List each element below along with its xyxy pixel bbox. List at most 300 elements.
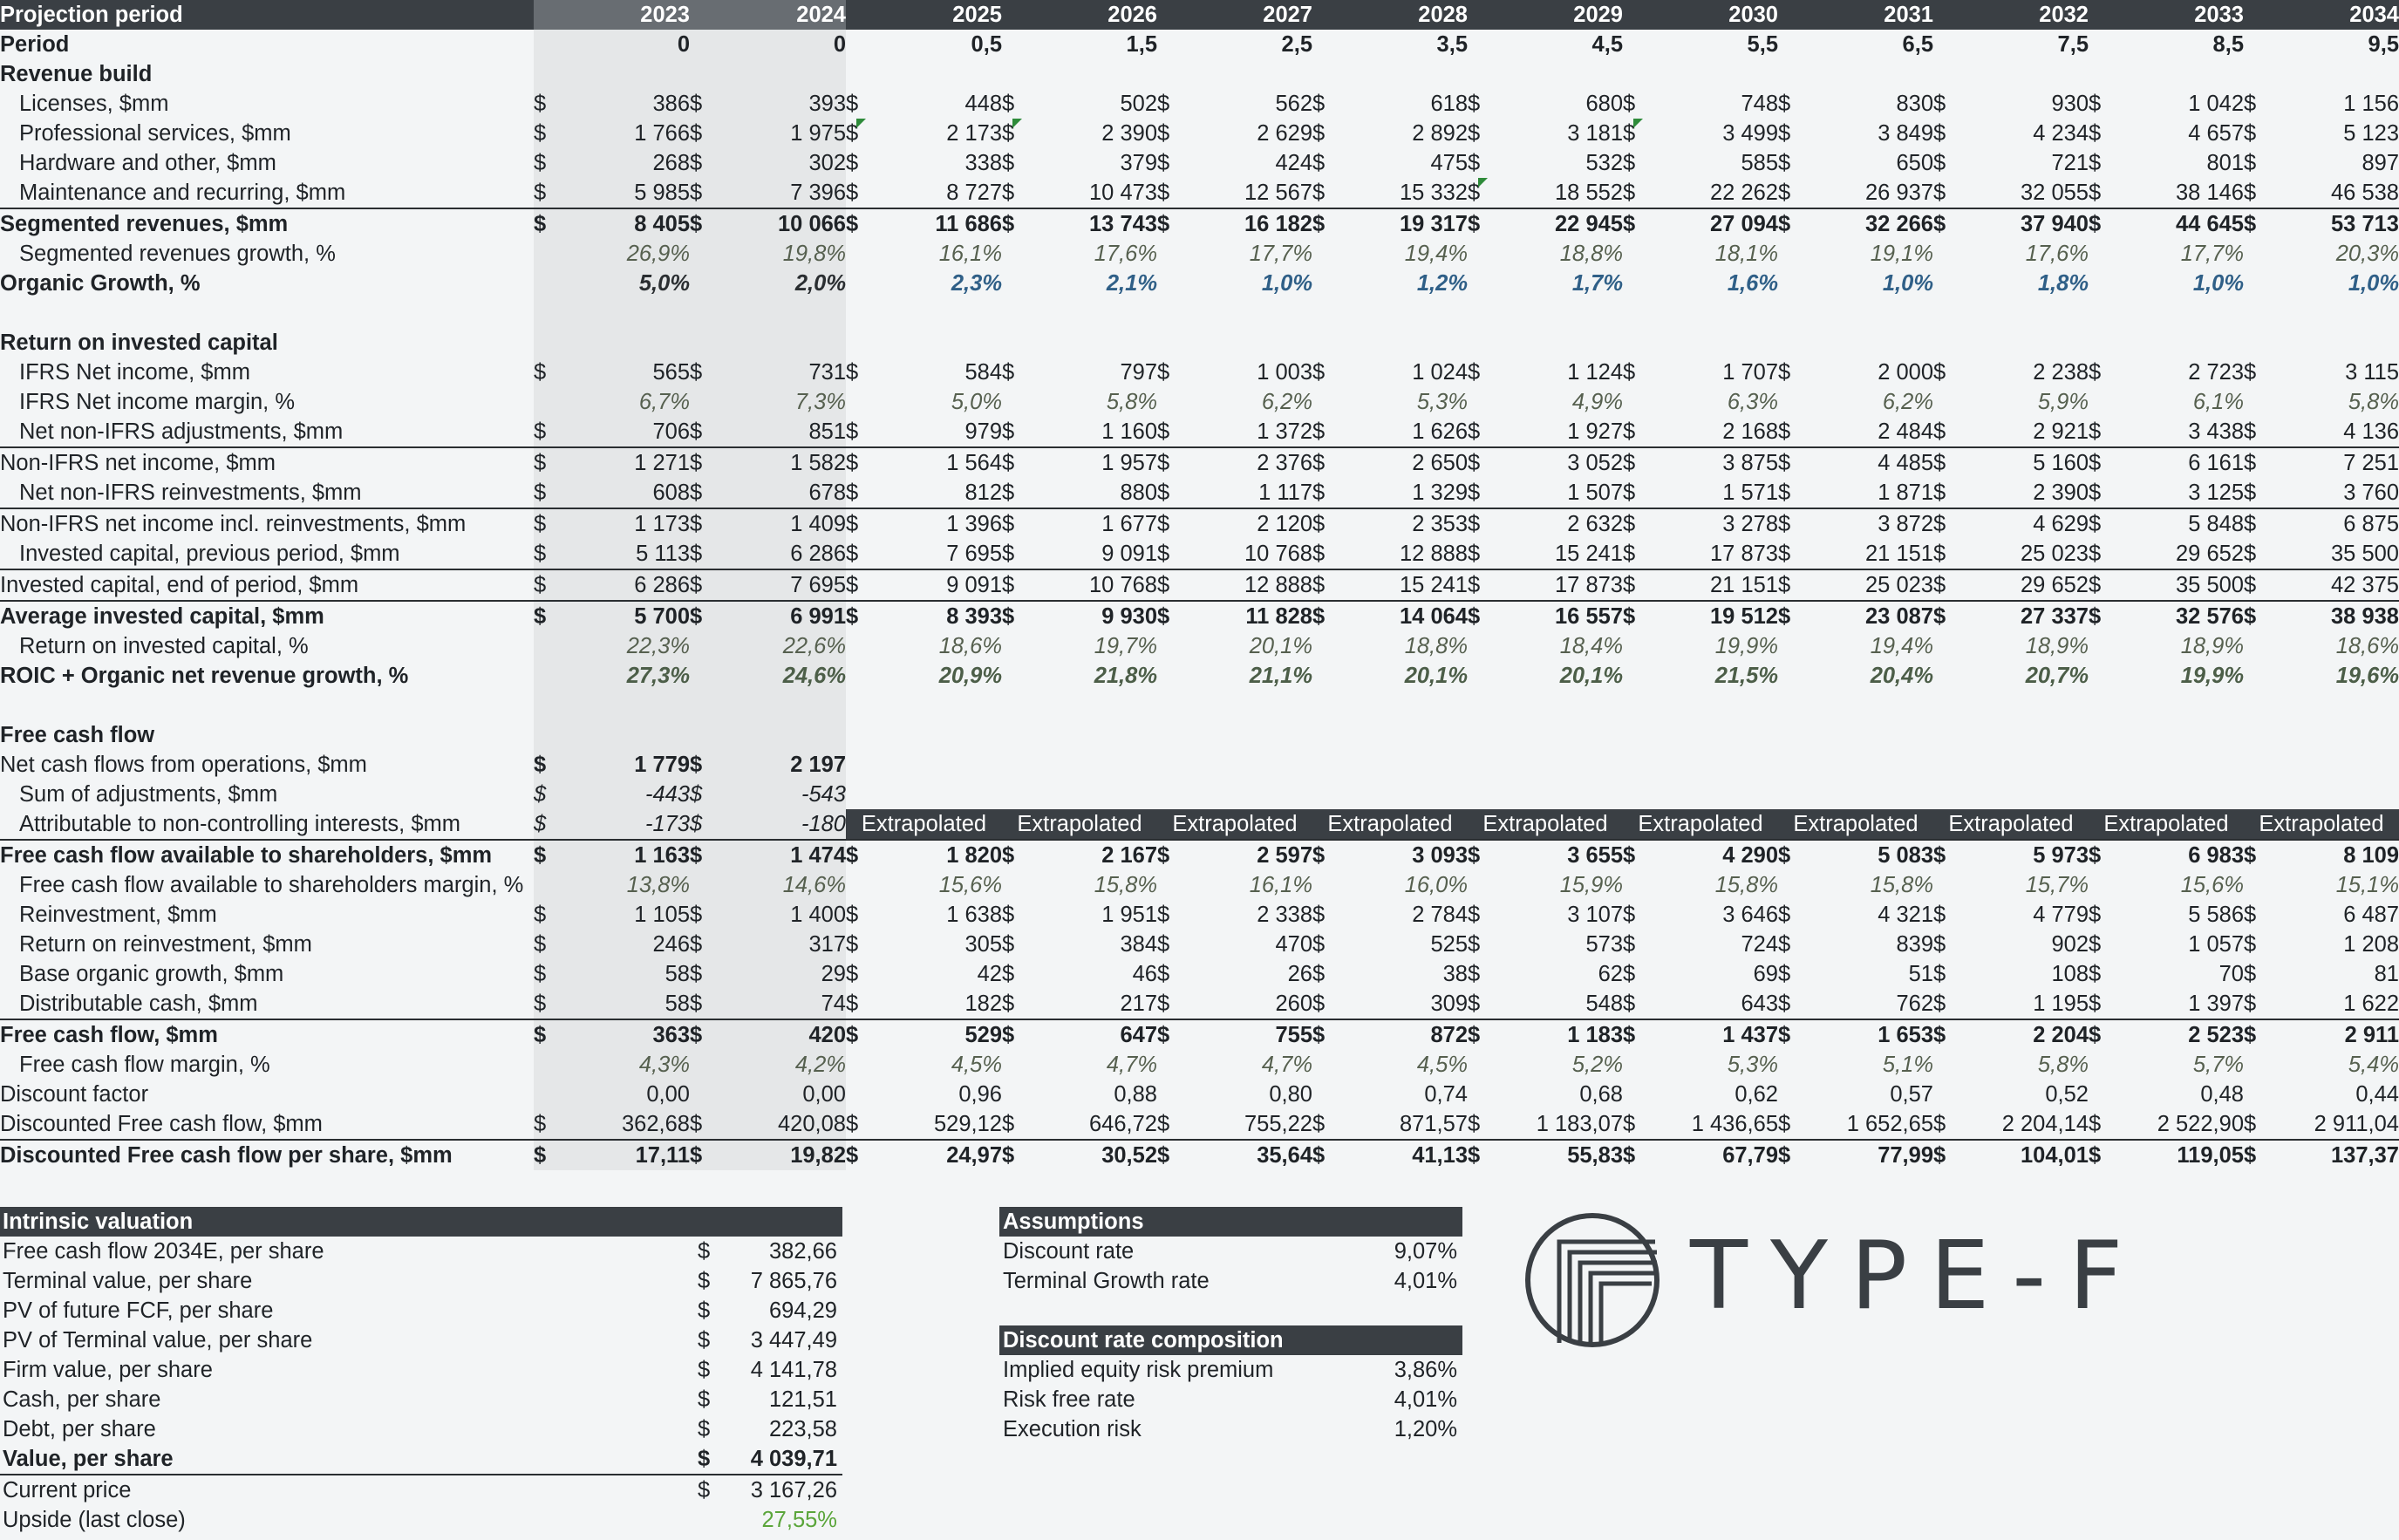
currency-symbol-cell[interactable] bbox=[2089, 631, 2109, 661]
row-label-maintenance[interactable]: Maintenance and recurring, $mm bbox=[19, 180, 346, 205]
value-cell-organic-growth[interactable]: 1,0% bbox=[2192, 270, 2244, 296]
currency-symbol-cell[interactable]: $ bbox=[690, 989, 710, 1019]
value-cell-prof-services[interactable]: 2 173 bbox=[946, 120, 1002, 146]
spacer-cell[interactable] bbox=[534, 30, 554, 59]
currency-symbol-cell[interactable]: $ bbox=[1157, 419, 1170, 444]
currency-symbol-cell[interactable]: $ bbox=[698, 1475, 719, 1505]
value-cell-discount-factor[interactable]: 0,74 bbox=[1424, 1081, 1468, 1107]
value-cell-seg-revenues[interactable]: 32 266 bbox=[1798, 208, 1933, 239]
currency-symbol-cell[interactable] bbox=[1002, 750, 1022, 780]
currency-symbol-cell[interactable]: $ bbox=[2244, 541, 2257, 566]
currency-symbol-cell[interactable]: $ bbox=[2244, 419, 2257, 444]
currency-symbol-cell[interactable]: $ bbox=[2244, 931, 2257, 957]
currency-symbol-cell[interactable]: $ bbox=[690, 1019, 710, 1050]
value-cell-base-growth[interactable]: 58 bbox=[554, 959, 690, 989]
value-cell-base-growth[interactable]: 108 bbox=[2051, 961, 2089, 986]
value-cell-sum-adj[interactable] bbox=[1953, 780, 2089, 809]
currency-symbol-cell[interactable]: $ bbox=[1933, 447, 1953, 478]
currency-symbol-cell[interactable]: $ bbox=[690, 178, 710, 208]
currency-symbol-cell[interactable] bbox=[1623, 631, 1643, 661]
value-cell-avg-ic[interactable]: 23 087 bbox=[1798, 601, 1933, 631]
value-cell-non-ifrs-adj[interactable]: 2 921 bbox=[2033, 419, 2089, 444]
value-cell-seg-growth[interactable]: 19,1% bbox=[1870, 241, 1933, 266]
value-cell-ret-reinv[interactable]: 573 bbox=[1585, 931, 1623, 957]
intrinsic-label[interactable]: Value, per share bbox=[3, 1446, 174, 1471]
currency-symbol-cell[interactable]: $ bbox=[1312, 1140, 1332, 1170]
value-cell-fcf-sh-margin[interactable]: 16,0% bbox=[1404, 872, 1468, 897]
currency-symbol-cell[interactable]: $ bbox=[1468, 178, 1488, 208]
value-cell-fcf-sh-margin[interactable]: 15,1% bbox=[2335, 872, 2399, 897]
value-cell-reinvestment[interactable]: 4 321 bbox=[1878, 902, 1933, 927]
currency-symbol-cell[interactable]: $ bbox=[1157, 91, 1170, 116]
currency-symbol-cell[interactable]: $ bbox=[1623, 359, 1636, 385]
value-cell-ncf-ops[interactable] bbox=[1798, 750, 1933, 780]
value-cell-ic-prev[interactable]: 12 888 bbox=[1400, 541, 1468, 566]
spacer-cell[interactable] bbox=[1177, 328, 1312, 358]
value-cell-seg-revenues[interactable]: 11 686 bbox=[866, 208, 1002, 239]
value-cell-discount-factor[interactable]: 0,00 bbox=[710, 1080, 846, 1109]
currency-symbol-cell[interactable]: $ bbox=[1623, 419, 1636, 444]
currency-symbol-cell[interactable]: $ bbox=[2089, 208, 2109, 239]
currency-symbol-cell[interactable]: $ bbox=[1002, 359, 1015, 385]
currency-symbol-cell[interactable]: $ bbox=[2244, 91, 2257, 116]
extrapolated-cell[interactable]: Extrapolated bbox=[1623, 809, 1778, 840]
spacer-cell[interactable] bbox=[710, 720, 846, 750]
currency-symbol-cell[interactable]: $ bbox=[2089, 840, 2109, 870]
currency-symbol-cell[interactable]: $ bbox=[1623, 1019, 1643, 1050]
currency-symbol-cell[interactable]: $ bbox=[2244, 601, 2264, 631]
currency-symbol-cell[interactable]: $ bbox=[2244, 840, 2264, 870]
value-cell-ifrs-ni[interactable]: 2 723 bbox=[2188, 359, 2244, 385]
value-cell-seg-revenues[interactable]: 19 317 bbox=[1332, 208, 1468, 239]
currency-symbol-cell[interactable]: $ bbox=[1002, 601, 1022, 631]
period-value-cell[interactable]: 5,5 bbox=[1747, 31, 1778, 57]
currency-symbol-cell[interactable] bbox=[1623, 269, 1643, 298]
value-cell-reinvestment[interactable]: 1 951 bbox=[1101, 902, 1157, 927]
value-cell-non-ifrs-ni[interactable]: 5 160 bbox=[1953, 447, 2089, 478]
value-cell-disc-fcf[interactable]: 2 911,04 bbox=[2314, 1111, 2399, 1136]
value-cell-distributable[interactable]: 1 397 bbox=[2188, 991, 2244, 1016]
currency-symbol-cell[interactable]: $ bbox=[1157, 991, 1170, 1016]
value-cell-distributable[interactable]: 1 195 bbox=[2033, 991, 2089, 1016]
value-cell-sum-adj[interactable] bbox=[866, 780, 1002, 809]
currency-symbol-cell[interactable]: $ bbox=[1157, 208, 1177, 239]
spacer-cell[interactable] bbox=[2244, 328, 2264, 358]
spacer-cell[interactable] bbox=[1623, 720, 1643, 750]
value-cell-hardware[interactable]: 801 bbox=[2206, 150, 2244, 175]
currency-symbol-cell[interactable]: $ bbox=[534, 601, 554, 631]
currency-symbol-cell[interactable]: $ bbox=[698, 1416, 711, 1441]
currency-symbol-cell[interactable]: $ bbox=[690, 601, 710, 631]
currency-symbol-cell[interactable]: $ bbox=[534, 1109, 554, 1140]
currency-symbol-cell[interactable]: $ bbox=[1002, 1140, 1022, 1170]
value-cell-non-ifrs-reinv[interactable]: 3 760 bbox=[2343, 480, 2399, 505]
currency-symbol-cell[interactable]: $ bbox=[1623, 840, 1643, 870]
value-cell-roic-plus[interactable]: 20,1% bbox=[1404, 663, 1468, 688]
value-cell-ic-end[interactable]: 9 091 bbox=[866, 569, 1002, 601]
currency-symbol-cell[interactable]: $ bbox=[1312, 1019, 1332, 1050]
section-heading-roic[interactable]: Return on invested capital bbox=[0, 330, 278, 355]
spacer-cell[interactable] bbox=[1798, 691, 1933, 720]
header-year-2033[interactable]: 2033 bbox=[2109, 0, 2244, 30]
spacer-cell[interactable] bbox=[1157, 30, 1177, 59]
intrinsic-value[interactable]: 694,29 bbox=[769, 1298, 837, 1323]
currency-symbol-cell[interactable] bbox=[534, 269, 554, 298]
currency-symbol-cell[interactable] bbox=[2089, 387, 2109, 417]
value-cell-ncf-ops[interactable] bbox=[2264, 750, 2399, 780]
spacer-cell[interactable] bbox=[1953, 328, 2089, 358]
currency-symbol-cell[interactable]: $ bbox=[1468, 1019, 1488, 1050]
value-cell-fcf[interactable]: 755 bbox=[1177, 1019, 1312, 1050]
value-cell-nci[interactable]: -180 bbox=[710, 809, 846, 840]
value-cell-discount-factor[interactable]: 0,48 bbox=[2200, 1081, 2244, 1107]
spacer-cell[interactable] bbox=[1002, 691, 1022, 720]
currency-symbol-cell[interactable]: $ bbox=[534, 1140, 554, 1170]
row-label-hardware[interactable]: Hardware and other, $mm bbox=[19, 150, 276, 175]
value-cell-fcf-margin[interactable]: 4,7% bbox=[1261, 1052, 1312, 1077]
currency-symbol-cell[interactable]: $ bbox=[1157, 447, 1177, 478]
spacer-cell[interactable] bbox=[1643, 691, 1778, 720]
spacer-cell[interactable] bbox=[534, 691, 554, 720]
currency-symbol-cell[interactable]: $ bbox=[1312, 208, 1332, 239]
currency-symbol-cell[interactable]: $ bbox=[1778, 480, 1791, 505]
currency-symbol-cell[interactable]: $ bbox=[1933, 902, 1946, 927]
spacer-cell[interactable] bbox=[2264, 328, 2399, 358]
value-cell-avg-ic[interactable]: 27 337 bbox=[1953, 601, 2089, 631]
value-cell-non-ifrs-adj[interactable]: 3 438 bbox=[2188, 419, 2244, 444]
spacer-cell[interactable] bbox=[1778, 298, 1798, 328]
value-cell-ifrs-margin[interactable]: 5,0% bbox=[951, 389, 1002, 414]
currency-symbol-cell[interactable] bbox=[1002, 239, 1022, 269]
row-label-nci[interactable]: Attributable to non-controlling interests, $mm bbox=[19, 811, 460, 836]
currency-symbol-cell[interactable]: $ bbox=[1157, 1140, 1177, 1170]
currency-symbol-cell[interactable]: $ bbox=[1002, 508, 1022, 539]
currency-symbol-cell[interactable]: $ bbox=[1157, 569, 1177, 601]
spacer-cell[interactable] bbox=[1468, 720, 1488, 750]
value-cell-roic[interactable]: 18,8% bbox=[1404, 633, 1468, 658]
currency-symbol-cell[interactable]: $ bbox=[1778, 508, 1798, 539]
value-cell-non-ifrs-incl[interactable]: 2 120 bbox=[1177, 508, 1312, 539]
value-cell-fcf[interactable]: 363 bbox=[554, 1019, 690, 1050]
spacer-cell[interactable] bbox=[1157, 691, 1177, 720]
row-label-ic-prev[interactable]: Invested capital, previous period, $mm bbox=[19, 541, 400, 566]
spacer-cell[interactable] bbox=[1933, 59, 1953, 89]
value-cell-roic[interactable]: 22,3% bbox=[554, 631, 690, 661]
value-cell-ifrs-margin[interactable]: 6,3% bbox=[1727, 389, 1778, 414]
period-value-cell[interactable]: 6,5 bbox=[1902, 31, 1933, 57]
currency-symbol-cell[interactable]: $ bbox=[1623, 180, 1636, 205]
value-cell-ncf-ops[interactable] bbox=[2109, 750, 2244, 780]
spacer-cell[interactable] bbox=[1157, 59, 1177, 89]
currency-symbol-cell[interactable]: $ bbox=[1312, 1111, 1326, 1136]
value-cell-prof-services[interactable]: 1 766 bbox=[554, 119, 690, 148]
value-cell-non-ifrs-ni[interactable]: 1 271 bbox=[554, 447, 690, 478]
spacer-cell[interactable] bbox=[1177, 298, 1312, 328]
currency-symbol-cell[interactable] bbox=[2244, 661, 2264, 691]
spacer-cell[interactable] bbox=[554, 328, 690, 358]
currency-symbol-cell[interactable] bbox=[1623, 870, 1643, 900]
currency-symbol-cell[interactable]: $ bbox=[846, 480, 859, 505]
value-cell-disc-fcf-ps[interactable]: 30,52 bbox=[1022, 1140, 1157, 1170]
spacer-cell[interactable] bbox=[1002, 30, 1022, 59]
value-cell-hardware[interactable]: 650 bbox=[1896, 150, 1933, 175]
currency-symbol-cell[interactable] bbox=[1778, 750, 1798, 780]
spacer-cell[interactable] bbox=[2264, 691, 2399, 720]
currency-symbol-cell[interactable]: $ bbox=[2089, 419, 2102, 444]
value-cell-ic-end[interactable]: 21 151 bbox=[1643, 569, 1778, 601]
spacer-cell[interactable] bbox=[1933, 691, 1953, 720]
value-cell-discount-factor[interactable]: 0,57 bbox=[1890, 1081, 1933, 1107]
intrinsic-label[interactable]: PV of future FCF, per share bbox=[3, 1298, 274, 1323]
spacer-cell[interactable] bbox=[1177, 720, 1312, 750]
header-spacer-cell[interactable] bbox=[1778, 0, 1798, 30]
currency-symbol-cell[interactable]: $ bbox=[1312, 359, 1326, 385]
spacer-cell[interactable] bbox=[1022, 720, 1157, 750]
currency-symbol-cell[interactable]: $ bbox=[690, 1140, 710, 1170]
extrapolated-cell[interactable]: Extrapolated bbox=[1933, 809, 2089, 840]
spacer-cell[interactable] bbox=[1953, 59, 2089, 89]
currency-symbol-cell[interactable] bbox=[1778, 661, 1798, 691]
value-cell-fcf-sh[interactable]: 1 474 bbox=[710, 840, 846, 870]
header-year-2026[interactable]: 2026 bbox=[1022, 0, 1157, 30]
currency-symbol-cell[interactable]: $ bbox=[698, 1327, 711, 1353]
spacer-cell[interactable] bbox=[846, 328, 866, 358]
currency-symbol-cell[interactable]: $ bbox=[846, 601, 866, 631]
currency-symbol-cell[interactable]: $ bbox=[1468, 359, 1481, 385]
currency-symbol-cell[interactable]: $ bbox=[1933, 150, 1946, 175]
currency-symbol-cell[interactable]: $ bbox=[1468, 447, 1488, 478]
currency-symbol-cell[interactable] bbox=[2244, 631, 2264, 661]
spacer-cell[interactable] bbox=[1468, 328, 1488, 358]
value-cell-ifrs-ni[interactable]: 2 238 bbox=[2033, 359, 2089, 385]
value-cell-non-ifrs-reinv[interactable]: 1 117 bbox=[1258, 480, 1312, 505]
currency-symbol-cell[interactable] bbox=[1157, 269, 1177, 298]
spacer-cell[interactable] bbox=[690, 691, 710, 720]
currency-symbol-cell[interactable] bbox=[1778, 239, 1798, 269]
spacer-cell[interactable] bbox=[2109, 59, 2244, 89]
currency-symbol-cell[interactable] bbox=[1312, 1050, 1332, 1080]
spacer-cell[interactable] bbox=[1623, 691, 1643, 720]
value-cell-non-ifrs-reinv[interactable]: 608 bbox=[554, 478, 690, 508]
value-cell-distributable[interactable]: 643 bbox=[1741, 991, 1778, 1016]
spacer-cell[interactable] bbox=[1488, 328, 1623, 358]
spacer-cell[interactable] bbox=[2244, 298, 2264, 328]
spacer-cell[interactable] bbox=[1953, 720, 2089, 750]
value-cell-organic-growth[interactable]: 2,3% bbox=[951, 270, 1002, 296]
currency-symbol-cell[interactable]: $ bbox=[2089, 991, 2102, 1016]
value-cell-ncf-ops[interactable] bbox=[1488, 750, 1623, 780]
currency-symbol-cell[interactable] bbox=[846, 750, 866, 780]
value-cell-non-ifrs-adj[interactable]: 1 927 bbox=[1567, 419, 1623, 444]
value-cell-seg-growth[interactable]: 17,7% bbox=[1249, 241, 1312, 266]
value-cell-organic-growth[interactable]: 5,0% bbox=[554, 269, 690, 298]
value-cell-fcf-sh-margin[interactable]: 15,7% bbox=[2025, 872, 2089, 897]
spacer-cell[interactable] bbox=[690, 30, 710, 59]
value-cell-base-growth[interactable]: 29 bbox=[710, 959, 846, 989]
value-cell-licenses[interactable]: 448 bbox=[964, 91, 1002, 116]
currency-symbol-cell[interactable]: $ bbox=[534, 508, 554, 539]
currency-symbol-cell[interactable] bbox=[1002, 1080, 1022, 1109]
intrinsic-label[interactable]: Cash, per share bbox=[3, 1387, 161, 1412]
value-cell-ic-prev[interactable]: 35 500 bbox=[2331, 541, 2399, 566]
value-cell-fcf-sh-margin[interactable]: 15,6% bbox=[2180, 872, 2244, 897]
currency-symbol-cell[interactable]: $ bbox=[2244, 902, 2257, 927]
spacer-cell[interactable] bbox=[1332, 298, 1468, 328]
currency-symbol-cell[interactable]: $ bbox=[1623, 961, 1636, 986]
spacer-cell[interactable] bbox=[1157, 720, 1177, 750]
value-cell-fcf-sh[interactable]: 6 983 bbox=[2109, 840, 2244, 870]
value-cell-non-ifrs-incl[interactable]: 1 409 bbox=[710, 508, 846, 539]
value-cell-non-ifrs-ni[interactable]: 3 052 bbox=[1488, 447, 1623, 478]
value-cell-fcf-sh-margin[interactable]: 15,8% bbox=[1870, 872, 1933, 897]
row-label-ncf-ops[interactable]: Net cash flows from operations, $mm bbox=[0, 752, 367, 777]
value-cell-disc-fcf[interactable]: 529,12 bbox=[934, 1111, 1002, 1136]
currency-symbol-cell[interactable]: $ bbox=[2244, 1140, 2264, 1170]
value-cell-fcf-sh[interactable]: 5 083 bbox=[1798, 840, 1933, 870]
currency-symbol-cell[interactable] bbox=[2244, 750, 2264, 780]
currency-symbol-cell[interactable]: $ bbox=[2244, 150, 2257, 175]
currency-symbol-cell[interactable] bbox=[1002, 1050, 1022, 1080]
spacer-cell[interactable] bbox=[2089, 30, 2109, 59]
value-cell-non-ifrs-adj[interactable]: 4 136 bbox=[2343, 419, 2399, 444]
header-year-2025[interactable]: 2025 bbox=[866, 0, 1002, 30]
currency-symbol-cell[interactable] bbox=[1312, 661, 1332, 691]
value-cell-ifrs-margin[interactable]: 6,1% bbox=[2192, 389, 2244, 414]
currency-symbol-cell[interactable] bbox=[690, 1080, 710, 1109]
intrinsic-label[interactable]: Upside (last close) bbox=[3, 1507, 186, 1532]
currency-symbol-cell[interactable]: $ bbox=[2089, 1140, 2109, 1170]
spacer-cell[interactable] bbox=[534, 328, 554, 358]
period-value-cell[interactable]: 3,5 bbox=[1436, 31, 1468, 57]
currency-symbol-cell[interactable] bbox=[698, 1505, 719, 1535]
value-cell-ic-prev[interactable]: 10 768 bbox=[1244, 541, 1312, 566]
currency-symbol-cell[interactable]: $ bbox=[2244, 480, 2257, 505]
currency-symbol-cell[interactable]: $ bbox=[1623, 1140, 1643, 1170]
value-cell-seg-growth[interactable]: 17,6% bbox=[1094, 241, 1157, 266]
value-cell-seg-revenues[interactable]: 44 645 bbox=[2109, 208, 2244, 239]
currency-symbol-cell[interactable]: $ bbox=[2244, 961, 2257, 986]
value-cell-seg-growth[interactable]: 17,6% bbox=[2025, 241, 2089, 266]
value-cell-seg-revenues[interactable]: 27 094 bbox=[1643, 208, 1778, 239]
currency-symbol-cell[interactable] bbox=[1468, 870, 1488, 900]
currency-symbol-cell[interactable]: $ bbox=[534, 478, 554, 508]
currency-symbol-cell[interactable] bbox=[1002, 269, 1022, 298]
value-cell-distributable[interactable]: 260 bbox=[1275, 991, 1312, 1016]
currency-symbol-cell[interactable] bbox=[1933, 269, 1953, 298]
currency-symbol-cell[interactable]: $ bbox=[690, 417, 710, 447]
currency-symbol-cell[interactable]: $ bbox=[1002, 902, 1015, 927]
currency-symbol-cell[interactable] bbox=[534, 870, 554, 900]
row-label-ic-end[interactable]: Invested capital, end of period, $mm bbox=[0, 569, 534, 601]
value-cell-disc-fcf[interactable]: 1 183,07 bbox=[1536, 1111, 1623, 1136]
row-label-fcf-sh-margin[interactable]: Free cash flow available to shareholders margin, % bbox=[19, 872, 524, 897]
value-cell-disc-fcf-ps[interactable]: 35,64 bbox=[1177, 1140, 1312, 1170]
currency-symbol-cell[interactable] bbox=[1002, 631, 1022, 661]
spacer-cell[interactable] bbox=[2089, 298, 2109, 328]
currency-symbol-cell[interactable]: $ bbox=[1778, 840, 1798, 870]
row-label-fcf-sh[interactable]: Free cash flow available to shareholders, $mm bbox=[0, 840, 534, 870]
value-cell-ic-prev[interactable]: 21 151 bbox=[1865, 541, 1933, 566]
currency-symbol-cell[interactable]: $ bbox=[690, 840, 710, 870]
section-heading-fcf[interactable]: Free cash flow bbox=[0, 722, 155, 747]
currency-symbol-cell[interactable]: $ bbox=[534, 569, 554, 601]
value-cell-disc-fcf[interactable]: 871,57 bbox=[1400, 1111, 1468, 1136]
value-cell-discount-factor[interactable]: 0,80 bbox=[1269, 1081, 1312, 1107]
period-value-cell[interactable]: 9,5 bbox=[2368, 31, 2399, 57]
currency-symbol-cell[interactable]: $ bbox=[534, 840, 554, 870]
currency-symbol-cell[interactable]: $ bbox=[2244, 447, 2264, 478]
value-cell-disc-fcf-ps[interactable]: 19,82 bbox=[710, 1140, 846, 1170]
currency-symbol-cell[interactable]: $ bbox=[2089, 480, 2102, 505]
currency-symbol-cell[interactable]: $ bbox=[846, 208, 866, 239]
currency-symbol-cell[interactable]: $ bbox=[1933, 419, 1946, 444]
period-value-cell[interactable]: 2,5 bbox=[1281, 31, 1312, 57]
spacer-cell[interactable] bbox=[1488, 59, 1623, 89]
value-cell-avg-ic[interactable]: 38 938 bbox=[2264, 601, 2399, 631]
spacer-cell[interactable] bbox=[846, 691, 866, 720]
spacer-cell[interactable] bbox=[1468, 59, 1488, 89]
spacer-cell[interactable] bbox=[1798, 298, 1933, 328]
value-cell-ic-prev[interactable]: 6 286 bbox=[710, 539, 846, 569]
currency-symbol-cell[interactable] bbox=[1312, 750, 1332, 780]
value-cell-roic-plus[interactable]: 20,9% bbox=[938, 663, 1002, 688]
currency-symbol-cell[interactable]: $ bbox=[1933, 1019, 1953, 1050]
value-cell-distributable[interactable]: 217 bbox=[1120, 991, 1157, 1016]
currency-symbol-cell[interactable]: $ bbox=[1778, 931, 1791, 957]
value-cell-prof-services[interactable]: 5 123 bbox=[2343, 120, 2399, 146]
value-cell-fcf-sh-margin[interactable]: 13,8% bbox=[554, 870, 690, 900]
value-cell-sum-adj[interactable] bbox=[1332, 780, 1468, 809]
currency-symbol-cell[interactable]: $ bbox=[1312, 840, 1332, 870]
value-cell-organic-growth[interactable]: 1,6% bbox=[1727, 270, 1778, 296]
currency-symbol-cell[interactable] bbox=[1778, 870, 1798, 900]
spacer-cell[interactable] bbox=[1623, 328, 1643, 358]
currency-symbol-cell[interactable]: $ bbox=[2089, 508, 2109, 539]
currency-symbol-cell[interactable]: $ bbox=[1778, 961, 1791, 986]
row-label-licenses[interactable]: Licenses, $mm bbox=[19, 91, 169, 116]
currency-symbol-cell[interactable]: $ bbox=[1468, 569, 1488, 601]
assumption-value[interactable]: 4,01% bbox=[1394, 1268, 1457, 1293]
extrapolated-cell[interactable]: Extrapolated bbox=[1468, 809, 1623, 840]
spacer-cell[interactable] bbox=[2109, 720, 2244, 750]
value-cell-maintenance[interactable]: 10 473 bbox=[1089, 180, 1157, 205]
spacer-cell[interactable] bbox=[1778, 691, 1798, 720]
header-year-2027[interactable]: 2027 bbox=[1177, 0, 1312, 30]
value-cell-ic-prev[interactable]: 17 873 bbox=[1710, 541, 1778, 566]
currency-symbol-cell[interactable]: $ bbox=[690, 358, 710, 387]
header-spacer-cell[interactable] bbox=[2244, 0, 2264, 30]
value-cell-licenses[interactable]: 830 bbox=[1896, 91, 1933, 116]
value-cell-ic-prev[interactable]: 15 241 bbox=[1555, 541, 1623, 566]
currency-symbol-cell[interactable] bbox=[1157, 239, 1177, 269]
currency-symbol-cell[interactable]: $ bbox=[534, 930, 554, 959]
currency-symbol-cell[interactable] bbox=[690, 631, 710, 661]
intrinsic-label[interactable]: Current price bbox=[0, 1475, 698, 1505]
value-cell-prof-services[interactable]: 2 629 bbox=[1257, 120, 1312, 146]
currency-symbol-cell[interactable]: $ bbox=[1002, 1111, 1015, 1136]
value-cell-discount-factor[interactable]: 0,88 bbox=[1114, 1081, 1157, 1107]
currency-symbol-cell[interactable] bbox=[846, 780, 866, 809]
currency-symbol-cell[interactable]: $ bbox=[1623, 150, 1636, 175]
currency-symbol-cell[interactable] bbox=[2244, 870, 2264, 900]
spacer-cell[interactable] bbox=[846, 59, 866, 89]
value-cell-fcf[interactable]: 1 183 bbox=[1488, 1019, 1623, 1050]
spacer-cell[interactable] bbox=[1177, 59, 1312, 89]
currency-symbol-cell[interactable] bbox=[1468, 631, 1488, 661]
currency-symbol-cell[interactable]: $ bbox=[1002, 961, 1015, 986]
currency-symbol-cell[interactable]: $ bbox=[1312, 961, 1326, 986]
currency-symbol-cell[interactable] bbox=[1468, 387, 1488, 417]
